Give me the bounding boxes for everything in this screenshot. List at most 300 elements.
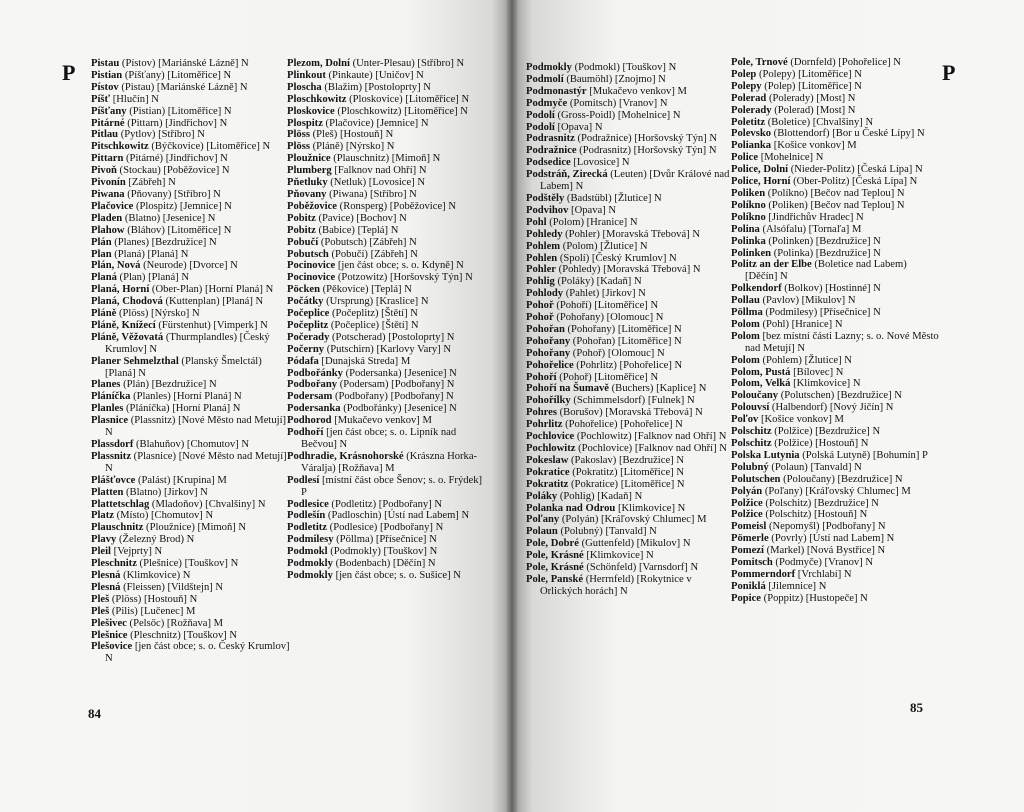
entry-headword: Podražnice [526,145,577,157]
index-entry [731,224,941,236]
index-entry [91,630,291,642]
index-entry [526,122,734,134]
entry-headword: Pole, Panské [526,573,584,585]
entry-details: [bez místní části Lazny; s. o. Nové Město nad Metují] N [745,330,939,354]
index-entry [287,510,487,522]
index-entry [287,118,487,130]
index-entry [287,189,487,201]
entry-details: [Lovosice] N [570,157,630,169]
entry-details: [Mukačevo venkov] M [331,415,432,427]
index-entry [91,606,291,618]
entry-headword: Plesná [91,581,121,593]
entry-details: (Podlesice) [Podbořany] N [327,522,444,534]
entry-headword: Podmokly [287,569,333,581]
entry-headword: Pistian [91,69,123,81]
index-entry [91,201,291,213]
entry-headword: Polschitz [731,426,772,438]
entry-details: [Hlučín] N [110,93,159,105]
entry-details: (Buchers) [Kaplice] N [609,383,707,395]
entry-details: (Schönfeld) [Varnsdorf] N [583,562,699,574]
entry-details: (Pohlem) [Žlutice] N [759,354,852,366]
entry-headword: Podbořany [287,379,338,391]
entry-details: (Počeplice) [Štětí] N [328,319,419,331]
entry-details: (Podmokly) [Touškov] N [327,546,438,558]
right-page [512,0,1024,812]
entry-headword: Plán [91,236,112,248]
entry-details: (Polerady) [Most] N [766,92,856,104]
entry-details: (Polinken) [Bezdružice] N [765,235,881,247]
entry-headword: Police [731,152,759,164]
index-entry [731,521,941,533]
index-entry [731,307,941,319]
index-entry [731,331,941,355]
index-entry [287,379,487,391]
entry-details: (Pochlowitz) [Falknov nad Ohří] N [574,431,727,443]
index-entry [526,253,734,265]
index-entry [731,402,941,414]
entry-headword: Podmokly [526,62,572,73]
entry-headword: Poniklá [731,580,766,592]
entry-details: [Vejprty] N [111,546,163,558]
entry-details: (Planský Šmelctál) [Planá] N [105,355,262,379]
index-entry [731,188,941,200]
entry-details: [jen část obce; s. o. Český Krumlov] N [105,641,290,665]
entry-headword: Pohlem [526,240,561,252]
entry-details: (Plassnitz) [Nové Město nad Metují] N [105,415,287,439]
entry-details: (Pohledy) [Moravská Třebová] N [556,264,701,276]
index-entry [526,419,734,431]
entry-details: (Políkno) [Bečov nad Teplou] N [765,187,905,199]
entry-headword: Pohořelice [526,359,574,371]
entry-headword: Pohl [526,216,547,228]
index-entry [731,438,941,450]
entry-headword: Polom [731,354,760,366]
entry-details: (Pohořan) [Litoměřice] N [570,335,682,347]
index-entry [731,498,941,510]
entry-headword: Ploschkowitz [287,93,347,105]
entry-details: (Pinkaute) [Uničov] N [325,69,424,81]
entry-details: (Pilis) [Lučenec] M [109,605,196,617]
index-entry [526,169,734,193]
entry-details: (Ober-Politz) [Česká Lípa] N [790,176,918,188]
index-entry [91,308,291,320]
entry-headword: Podhradie, Krásnohorské [287,450,404,462]
index-entry [731,569,941,581]
entry-details: (Halbendorf) [Nový Jičín] N [769,402,894,414]
entry-details: (Poliken) [Bečov nad Teplou] N [765,199,905,211]
entry-headword: Pistau [91,58,120,69]
entry-details: (Putschirn) [Karlovy Vary] N [324,343,451,355]
index-entry [731,367,941,379]
index-entry [287,368,487,380]
entry-headword: Plahow [91,224,125,236]
entry-headword: Pommerndorf [731,568,796,580]
entry-details: (Polom) [Žlutice] N [560,240,648,252]
index-entry [731,176,941,188]
entry-headword: Pláně, Věžovatá [91,331,164,343]
entry-headword: Pittarn [91,153,124,165]
entry-headword: Pochlovice [526,431,575,443]
index-entry [91,439,291,451]
index-entry [287,237,487,249]
entry-details: (Podersanka) [Jesenice] N [342,367,457,379]
index-entry [91,356,291,380]
entry-headword: Pocinovice [287,260,336,272]
index-entry [287,225,487,237]
entry-headword: Politz an der Elbe [731,259,812,271]
index-entry [731,581,941,593]
index-entry [91,106,291,118]
index-entry [91,510,291,522]
index-entry [526,395,734,407]
entry-headword: Polinka [731,235,766,247]
index-entry [91,534,291,546]
section-letter-left: P [62,60,76,85]
entry-headword: Plášťovce [91,474,136,486]
entry-details: (Pobučí) [Zábřeh] N [328,248,418,260]
index-entry [91,379,291,391]
entry-details: [Klimkovice] N [615,502,686,514]
page-number-right: 85 [910,700,923,715]
index-entry [526,62,734,74]
entry-headword: Plassdorf [91,439,134,450]
entry-details: (Blažim) [Postoloprty] N [321,81,431,93]
index-entry [91,391,291,403]
entry-headword: Podlesí [287,474,320,486]
entry-headword: Podlešín [287,510,326,522]
index-entry [526,217,734,229]
entry-headword: Pohoří na Šumavě [526,383,609,395]
index-entry [731,259,941,283]
index-entry [731,319,941,331]
entry-headword: Pohlody [526,288,564,300]
index-entry [731,450,941,462]
entry-headword: Polžice [731,509,763,521]
entry-details: (Železný Brod) N [116,534,195,546]
index-entry [287,249,487,261]
entry-headword: Polianka [731,140,772,152]
entry-details: (Pytlov) [Stříbro] N [118,129,205,141]
entry-details: (Nieder-Politz) [Česká Lípa] N [788,164,923,176]
entry-headword: Planá [91,272,117,284]
index-entry [526,312,734,324]
entry-details: (Ronsperg) [Poběžovice] N [337,200,456,212]
index-entry [91,189,291,201]
index-entry [731,248,941,260]
entry-headword: Pole, Trnové [731,57,788,68]
entry-headword: Pláně, Knížecí [91,319,156,331]
entry-headword: Podersam [287,391,333,403]
entry-details: (Podbořany) [Podbořany] N [332,391,454,403]
entry-headword: Pláně [91,308,117,320]
entry-details: (Krászna Horka-Váralja) [Rožňava] M [301,450,478,474]
index-entry [526,241,734,253]
index-entry [91,570,291,582]
entry-headword: Platz [91,510,114,522]
entry-details: (Herrnfeld) [Rokytnice v Orlických horách] N [540,573,692,597]
entry-headword: Plumberg [287,165,332,177]
entry-headword: Pohoř [526,300,554,312]
entry-headword: Plauschnitz [91,522,144,534]
entry-headword: Pleschnitz [91,558,137,570]
entry-details: [Mohelnice] N [758,152,824,164]
entry-details: (Polská Lutyně) [Bohumín] P [799,449,928,461]
entry-headword: Podbořánky [287,367,343,379]
entry-details: (Pístov) [Mariánské Lázně] N [119,58,249,69]
index-entry [287,391,487,403]
entry-headword: Polubný [731,461,769,473]
index-entry [731,69,941,81]
index-entry [526,491,734,503]
entry-details: (Polschitz) [Bezdružice] N [762,497,879,509]
index-entry [731,486,941,498]
entry-headword: Pohres [526,407,557,419]
index-entry [526,407,734,419]
entry-details: [jen část obce; s. o. Kdyně] N [335,260,464,272]
index-entry [91,546,291,558]
index-entry [526,145,734,157]
index-entry [731,105,941,117]
entry-headword: Police, Horní [731,176,791,188]
entry-details: [Vrchlabí] N [795,568,852,580]
entry-headword: Poletitz [731,116,766,128]
index-entry [287,403,487,415]
index-entry [287,129,487,141]
entry-details: (Baumöhl) [Znojmo] N [563,73,666,85]
index-entry [91,558,291,570]
entry-details: (Podmokl) [Touškov] N [571,62,677,73]
index-entry [731,164,941,176]
entry-headword: Pokratitz [526,478,569,490]
entry-headword: Pohoří [526,371,557,383]
index-entry [91,284,291,296]
index-entry [526,574,734,598]
index-entry [91,177,291,189]
index-entry [731,545,941,557]
index-entry [731,93,941,105]
entry-headword: Podersanka [287,403,341,415]
entry-headword: Pňovany [287,188,327,200]
index-entry [526,264,734,276]
entry-details: (Polyán) [Kráľovský Chlumec] M [559,514,707,526]
index-entry [287,213,487,225]
entry-headword: Plesná [91,569,121,581]
index-entry [526,443,734,455]
entry-details: (Pohlig) [Kadaň] N [557,490,643,502]
index-entry [526,526,734,538]
entry-headword: Pokratice [526,466,570,478]
entry-details: (Pňovany) [Stříbro] N [124,188,221,200]
entry-details: (Pláně) [Nýrsko] N [309,141,395,153]
entry-details: [Falknov nad Ohří] N [331,165,427,177]
entry-headword: Pokeslaw [526,454,569,466]
left-page-column-2 [287,58,487,582]
entry-details: (Planes) [Bezdružice] N [111,236,217,248]
entry-details: (Polepy) [Litoměřice] N [756,68,862,80]
entry-details: (Blottendorf) [Bor u České Lípy] N [771,128,925,140]
index-entry [731,140,941,152]
entry-details: (Dornfeld) [Pohořelice] N [787,57,901,68]
entry-details: (Plöss) [Nýrsko] N [116,308,200,320]
page-number-left: 84 [88,706,101,721]
index-entry [526,300,734,312]
entry-headword: Pleš [91,605,110,617]
entry-details: (Pohoř) [Litoměřice] N [556,371,659,383]
index-entry [91,237,291,249]
entry-details: (Pokratitz) [Litoměřice] N [569,466,684,478]
index-entry [287,356,487,368]
entry-details: (Planá) [Planá] N [111,248,189,260]
index-entry [91,618,291,630]
index-entry [731,509,941,521]
index-entry [731,212,941,224]
entry-headword: Políkno [731,211,766,223]
entry-headword: Piwana [91,188,125,200]
entry-headword: Pomezí [731,545,764,557]
entry-headword: Plassnitz [91,450,132,462]
index-entry [526,193,734,205]
entry-headword: Pohrlitz [526,419,563,431]
entry-details: (Schimmelsdorf) [Fulnek] N [570,395,695,407]
entry-headword: Pole, Dobré [526,538,579,550]
entry-details: (Podletitz) [Podbořany] N [328,498,443,510]
index-entry [526,479,734,491]
entry-details: (Palást) [Krupina] M [135,474,227,486]
entry-headword: Podhoří [287,427,324,439]
index-entry [287,475,487,499]
entry-headword: Pivonín [91,177,126,189]
entry-headword: Planer Sehmelzthal [91,355,179,367]
entry-details: (Plan) [Planá] N [116,272,189,284]
index-entry [731,593,941,605]
index-entry [287,558,487,570]
entry-headword: Poběžovice [287,200,338,212]
entry-details: (Guttenfeld) [Mikulov] N [578,538,691,550]
entry-details: (Plasnice) [Nové Město nad Metují] N [105,450,287,474]
entry-details: (Badstübl) [Žlutice] N [564,192,662,204]
entry-details: (Pomitsch) [Vranov] N [567,97,668,109]
index-entry [287,284,487,296]
index-entry [91,403,291,415]
entry-details: (Fürstenhut) [Vimperk] N [155,319,268,331]
index-entry [526,348,734,360]
entry-headword: Píšťany [91,105,127,117]
index-entry [91,260,291,272]
entry-headword: Plešnice [91,629,128,641]
entry-headword: Podhorod [287,415,332,427]
index-entry [731,152,941,164]
entry-headword: Ploskovice [287,105,335,117]
index-entry [91,582,291,594]
entry-details: (Píšťany) [Litoměřice] N [122,69,232,81]
entry-headword: Pohořan [526,323,565,335]
entry-headword: Pöllma [731,307,763,319]
index-entry [731,128,941,140]
index-entry [287,332,487,344]
entry-details: [Jindřichův Hradec] N [765,211,864,223]
entry-details: [jen část obce; s. o. Lipník nad Bečvou] N [301,427,457,450]
entry-details: (Leuten) [Dvůr Králové nad Labem] N [540,169,730,193]
index-entry [731,200,941,212]
entry-details: (Polutschen) [Bezdružice] N [778,390,902,402]
entry-headword: Podmilesy [287,534,334,546]
index-entry [91,641,291,665]
entry-details: (Potzowitz) [Horšovský Týn] N [335,272,473,284]
index-entry [731,295,941,307]
entry-headword: Plan [91,248,112,260]
index-entry [287,320,487,332]
index-entry [526,360,734,372]
entry-headword: Pomitsch [731,557,773,569]
entry-details: [jen část obce; s. o. Sušice] N [332,569,461,581]
index-entry [731,533,941,545]
entry-details: (Pláníčka) [Horní Planá] N [123,403,241,415]
entry-details: (Pittarn) [Jindřichov] N [124,117,228,129]
entry-headword: Polom, Pustá [731,366,791,378]
entry-headword: Pömerle [731,533,769,545]
index-entry [526,431,734,443]
entry-headword: Pochlowitz [526,443,576,454]
index-entry [526,133,734,145]
entry-details: (Pohoří) [Litoměřice] N [553,300,659,312]
entry-details: (Polerad) [Most] N [771,104,856,116]
index-entry [526,538,734,550]
entry-details: (Polubný) [Tanvald] N [557,526,657,538]
entry-headword: Pňetluky [287,177,328,189]
index-entry [287,153,487,165]
entry-details: (Pěkovice) [Teplá] N [319,284,412,296]
entry-details: (Thurmplandles) [Český Krumlov] N [105,331,270,355]
index-entry [91,475,291,487]
entry-headword: Podlesice [287,498,329,510]
entry-details: (Piwana) [Stříbro] N [326,188,417,200]
index-entry [526,98,734,110]
entry-details: (Alsófalu) [Tornaľa] M [759,223,862,235]
entry-headword: Pitlau [91,129,119,141]
index-entry [731,57,941,69]
entry-details: (Markel) [Nová Bystřice] N [763,545,886,557]
entry-headword: Plačovice [91,200,134,212]
entry-headword: Police, Dolní [731,164,789,176]
entry-details: (Podmilesy) [Přísečnice] N [762,307,881,319]
entry-headword: Polerady [731,104,772,116]
entry-details: (Ploschkowitz) [Litoměřice] N [334,105,468,117]
entry-details: [Zábřeh] N [125,177,176,189]
entry-headword: Pomeisl [731,521,767,533]
entry-details: (Polschitz) [Hostouň] N [762,509,868,521]
entry-details: (Polžice) [Hostouň] N [771,438,869,449]
entry-details: (Podersam) [Podbořany] N [337,379,455,391]
entry-details: (Stockau) [Poběžovice] N [116,165,230,177]
entry-details: (Blatno) [Jesenice] N [122,212,216,224]
entry-headword: Pohler [526,264,557,276]
entry-headword: Počátky [287,296,324,308]
entry-headword: Pitárné [91,117,125,129]
entry-headword: Plešivec [91,617,127,629]
entry-details: [místní část obce Šenov; s. o. Frýdek] P [301,474,483,498]
entry-details: (Planles) [Horní Planá] N [130,391,242,403]
entry-details: (Bláhov) [Litoměřice] N [124,224,232,236]
index-entry [91,165,291,177]
entry-details: (Pokratice) [Litoměřice] N [568,478,685,490]
index-entry [287,260,487,272]
entry-headword: Pohledy [526,228,563,240]
entry-details: [Klimkovice] N [790,378,861,390]
index-entry [526,276,734,288]
entry-headword: Polevsko [731,128,772,140]
entry-headword: Polom [731,330,760,342]
entry-headword: Polom, Velká [731,378,791,390]
